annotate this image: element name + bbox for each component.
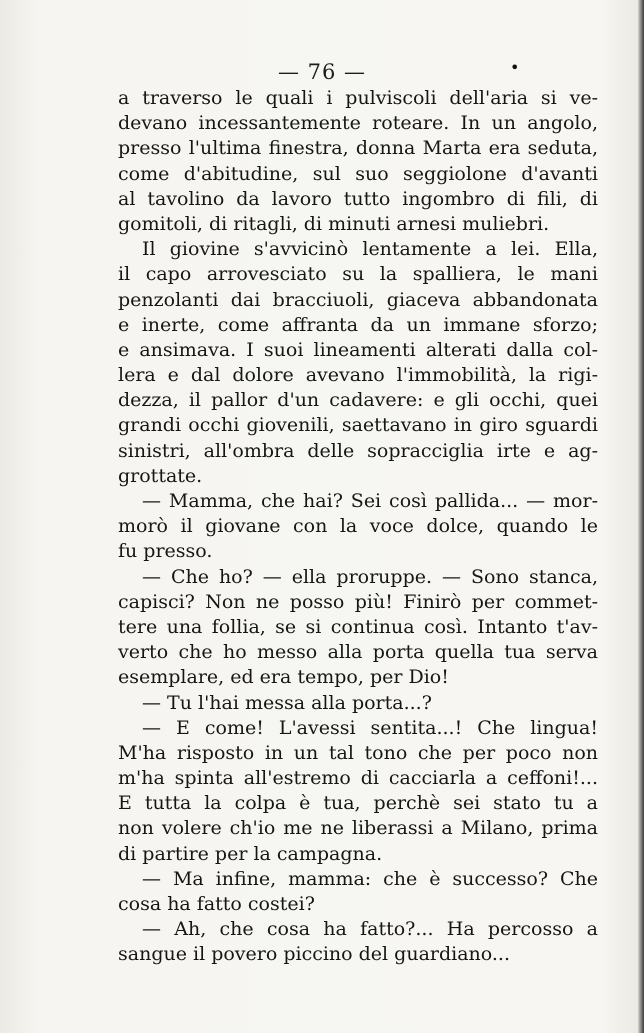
text-line: presso l'ultima finestra, donna Marta era seduta,: [118, 137, 598, 160]
text-line: sinistri, all'ombra delle sopracciglia irte e ag-: [118, 439, 598, 462]
text-line: lera e dal dolore avevano l'immobilità, la rigi-: [118, 364, 598, 387]
printer-mark: •: [510, 58, 520, 77]
text-line: al tavolino da lavoro tutto ingombro di fili, di: [118, 187, 598, 210]
text-line: grandi occhi giovenili, saettavano in giro sguardi: [118, 414, 598, 437]
text-line: — Ma infine, mamma: che è successo? Che: [142, 867, 598, 890]
page-number-header: — 76 —: [277, 60, 367, 84]
text-line: morò il giovane con la voce dolce, quando le: [118, 515, 598, 538]
text-line: verto che ho messo alla porta quella tua serva: [118, 641, 598, 664]
text-line: e ansimava. I suoi lineamenti alterati dalla col-: [118, 338, 598, 361]
text-line: M'ha risposto in un tal tono che per poco non: [118, 741, 598, 764]
text-line: di partire per la campagna.: [118, 842, 383, 865]
text-line: penzolanti dai bracciuoli, giaceva abbandonata: [118, 288, 598, 311]
text-line: — E come! L'avessi sentita...! Che lingua!: [142, 716, 598, 739]
text-line: esemplare, ed era tempo, per Dio!: [118, 666, 449, 689]
text-line: a traverso le quali i pulviscoli dell'aria si ve-: [118, 87, 598, 109]
body-text: [118, 86, 598, 968]
text-line: come d'abitudine, sul suo seggiolone d'avanti: [118, 162, 598, 185]
text-line: e inerte, come affranta da un immane sforzo;: [118, 313, 598, 336]
text-line: capisci? Non ne posso più! Finirò per commet-: [118, 590, 598, 613]
text-line: — Mamma, che hai? Sei così pallida... — mor-: [142, 490, 598, 512]
text-line: non volere ch'io me ne liberassi a Milano, prima: [118, 817, 598, 840]
text-line: devano incessantemente roteare. In un angolo,: [118, 112, 598, 135]
text-line: Il giovine s'avvicinò lentamente a lei. Ella,: [142, 238, 598, 261]
text-line: — Ah, che cosa ha fatto?... Ha percosso a: [142, 918, 598, 941]
text-line: cosa ha fatto costei?: [118, 893, 315, 915]
text-line: il capo arrovesciato su la spalliera, le mani: [118, 263, 598, 286]
text-line: grottate.: [118, 464, 203, 487]
text-line: — Che ho? — ella proruppe. — Sono stanca,: [142, 565, 598, 588]
text-line: E tutta la colpa è tua, perchè sei stato tu a: [118, 792, 598, 815]
page-edge: [638, 0, 644, 1033]
text-line: m'ha spinta all'estremo di cacciarla a ceffoni!...: [118, 767, 598, 790]
text-line: gomitoli, di ritagli, di minuti arnesi muliebri.: [118, 212, 550, 235]
text-line: — Tu l'hai messa alla porta...?: [142, 691, 432, 714]
text-line: dezza, il pallor d'un cadavere: e gli occhi, quei: [118, 389, 598, 412]
text-line: sangue il povero piccino del guardiano...: [118, 943, 511, 966]
text-line: fu presso.: [118, 540, 213, 563]
text-line: tere una follia, se si continua così. Intanto t'av-: [118, 615, 598, 638]
